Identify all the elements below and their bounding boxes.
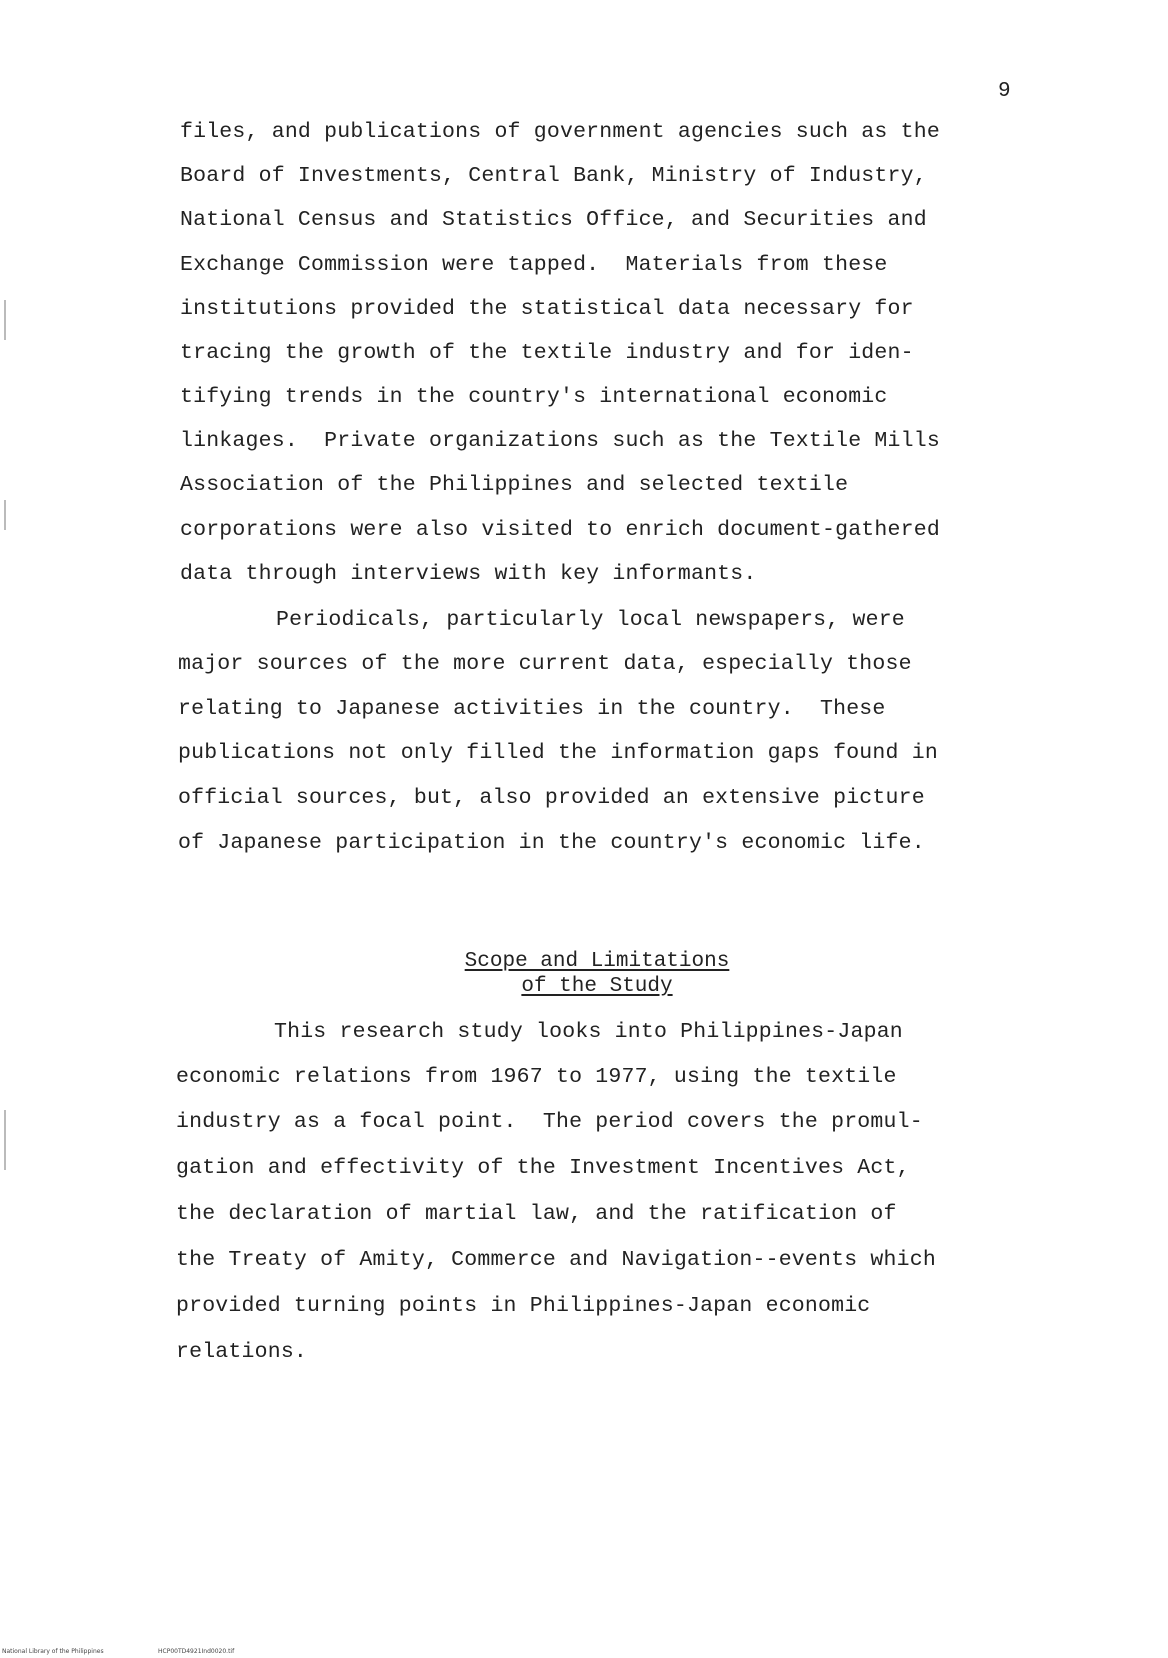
footer-file-name: HCP00TD4921Ind0020.tif xyxy=(158,1648,235,1655)
text-line: linkages. Private organizations such as the Textile Mills xyxy=(180,429,940,453)
text-line: This research study looks into Philippines-Japan xyxy=(274,1020,903,1044)
text-line: relations. xyxy=(176,1340,308,1364)
scan-margin-speck xyxy=(4,1110,6,1170)
text-line: corporations were also visited to enrich document-gathered xyxy=(180,518,940,542)
text-line: publications not only filled the information gaps found in xyxy=(178,741,938,765)
text-line: tracing the growth of the textile industry and for iden- xyxy=(180,341,914,365)
text-line: official sources, but, also provided an extensive picture xyxy=(178,786,925,810)
text-line: files, and publications of government agencies such as the xyxy=(180,120,940,144)
scan-margin-speck xyxy=(4,300,6,340)
text-line: Association of the Philippines and selected textile xyxy=(180,473,849,497)
text-line: Exchange Commission were tapped. Materials from these xyxy=(180,253,888,277)
text-line: industry as a focal point. The period covers the promul- xyxy=(176,1110,923,1134)
footer-library-credit: National Library of the Philippines xyxy=(2,1648,104,1655)
scan-margin-speck xyxy=(4,500,6,530)
text-line: tifying trends in the country's international economic xyxy=(180,385,888,409)
section-heading-line-1: Scope and Limitations xyxy=(464,950,730,973)
text-line: of Japanese participation in the country's economic life. xyxy=(178,831,925,855)
text-line: provided turning points in Philippines-Japan economic xyxy=(176,1294,871,1318)
text-line: institutions provided the statistical data necessary for xyxy=(180,297,914,321)
text-line: major sources of the more current data, especially those xyxy=(178,652,912,676)
text-line: Board of Investments, Central Bank, Ministry of Industry, xyxy=(180,164,927,188)
text-line: gation and effectivity of the Investment Incentives Act, xyxy=(176,1156,910,1180)
text-line: data through interviews with key informants. xyxy=(180,562,757,586)
text-line: relating to Japanese activities in the country. These xyxy=(178,697,886,721)
text-line: Periodicals, particularly local newspapers, were xyxy=(276,608,905,632)
text-line: the declaration of martial law, and the ratification of xyxy=(176,1202,897,1226)
page-number: 9 xyxy=(998,80,1011,103)
text-line: the Treaty of Amity, Commerce and Navigation--events which xyxy=(176,1248,936,1272)
text-line: National Census and Statistics Office, and Securities and xyxy=(180,208,927,232)
text-line: economic relations from 1967 to 1977, using the textile xyxy=(176,1065,897,1089)
section-heading-line-2: of the Study xyxy=(521,975,673,998)
